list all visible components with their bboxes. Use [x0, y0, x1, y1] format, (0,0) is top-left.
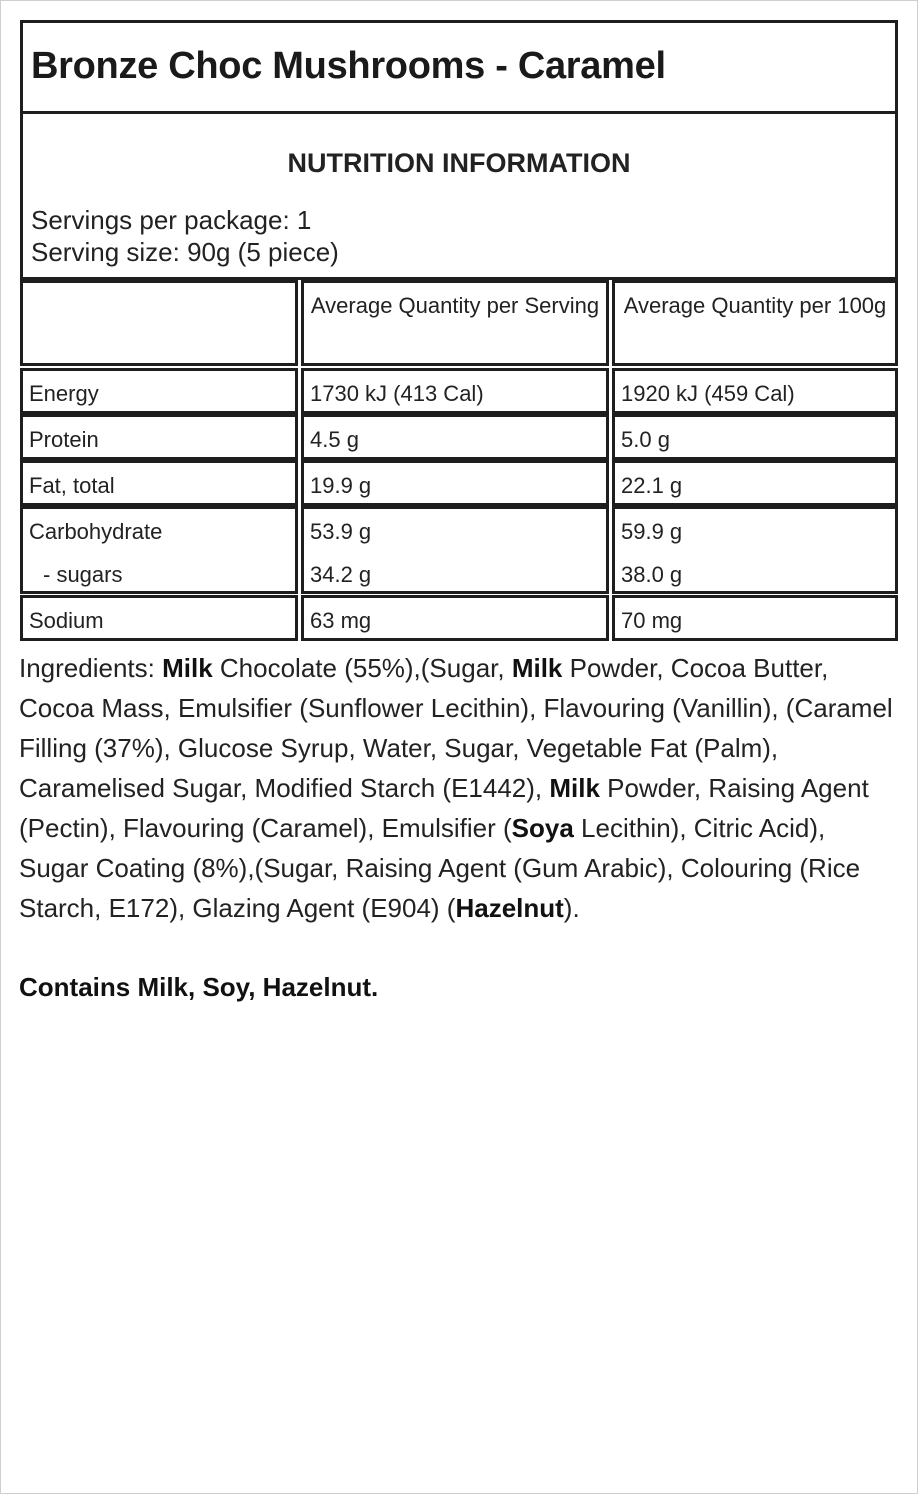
ingredients-text: Powder, Raising Agent (Pectin), Flavouring (Caramel), Emulsifier (: [19, 773, 869, 843]
table-row: [20, 368, 898, 414]
energy-serving: 1730 kJ (413 Cal): [310, 381, 484, 406]
nutrition-table-header: [20, 280, 898, 366]
allergen-milk: Milk: [162, 653, 213, 683]
table-row: [20, 414, 898, 460]
per100-value-cell: [612, 595, 898, 641]
allergen-milk: Milk: [511, 653, 563, 683]
sugars-serving: 34.2 g: [310, 562, 372, 587]
row-label-cell: [20, 460, 298, 506]
serving-value-cell: [301, 414, 609, 460]
table-row: [20, 595, 898, 641]
row-label-cell: [20, 414, 298, 460]
servings-per-package: Servings per package: 1: [31, 205, 312, 235]
product-title: Bronze Choc Mushrooms - Caramel: [31, 45, 666, 87]
title-box: [20, 20, 898, 114]
serving-value-cell: [301, 368, 609, 414]
fat-label: Fat, total: [29, 473, 115, 498]
nutrition-heading: NUTRITION INFORMATION: [287, 148, 631, 178]
energy-label: Energy: [29, 381, 99, 406]
ingredients-text: Lecithin), Citric Acid), Sugar Coating (8%),(Sugar, Raising Agent (Gum Arabic), Colouring (Rice Starch, E172), Glazing Agent (E904) (: [19, 813, 861, 923]
nutrition-info-box: [20, 114, 898, 280]
carbohydrate-per100: 59.9 g: [621, 519, 683, 544]
header-per-serving: Average Quantity per Serving: [301, 280, 609, 366]
ingredients-text: Powder, Cocoa Butter, Cocoa Mass, Emulsifier (Sunflower Lecithin), Flavouring (Vanillin), (Caramel Filling (37%), Glucose Syrup, Water, Sugar, Vegetable Fat (Palm), Caramelised Sugar, Modified Starch (E1442),: [19, 653, 893, 803]
row-label-cell: [20, 595, 298, 641]
row-label-cell: [20, 368, 298, 414]
per100-value-cell: [612, 460, 898, 506]
allergen-statement: Contains Milk, Soy, Hazelnut.: [19, 972, 379, 1002]
allergen-milk: Milk: [549, 773, 600, 803]
ingredients-text: ).: [563, 893, 580, 923]
allergen-soya: Soya: [511, 813, 574, 843]
row-label-cell: [20, 506, 298, 594]
table-row: [20, 506, 898, 594]
ingredients-text: Chocolate (55%),(Sugar,: [212, 653, 512, 683]
serving-value-cell: [301, 595, 609, 641]
sugars-per100: 38.0 g: [621, 562, 683, 587]
ingredients-text: Ingredients:: [19, 653, 163, 683]
fat-per100: 22.1 g: [621, 473, 683, 498]
carbohydrate-serving: 53.9 g: [310, 519, 372, 544]
table-row: [20, 460, 898, 506]
per100-value-cell: [612, 506, 898, 594]
protein-per100: 5.0 g: [621, 427, 670, 452]
serving-value-cell: [301, 506, 609, 594]
protein-label: Protein: [29, 427, 99, 452]
serving-value-cell: [301, 460, 609, 506]
energy-per100: 1920 kJ (459 Cal): [621, 381, 795, 406]
per100-value-cell: [612, 368, 898, 414]
sodium-label: Sodium: [29, 608, 104, 633]
protein-serving: 4.5 g: [310, 427, 359, 452]
sugars-label: - sugars: [43, 562, 123, 587]
header-per-100g: Average Quantity per 100g: [612, 280, 898, 366]
serving-size: Serving size: 90g (5 piece): [31, 237, 339, 267]
ingredients-paragraph: [19, 648, 899, 928]
per100-value-cell: [612, 414, 898, 460]
header-blank-cell: [20, 280, 298, 366]
fat-serving: 19.9 g: [310, 473, 372, 498]
carbohydrate-label: Carbohydrate: [29, 519, 163, 544]
allergen-hazelnut: Hazelnut: [455, 893, 564, 923]
sodium-serving: 63 mg: [310, 608, 372, 633]
sodium-per100: 70 mg: [621, 608, 683, 633]
